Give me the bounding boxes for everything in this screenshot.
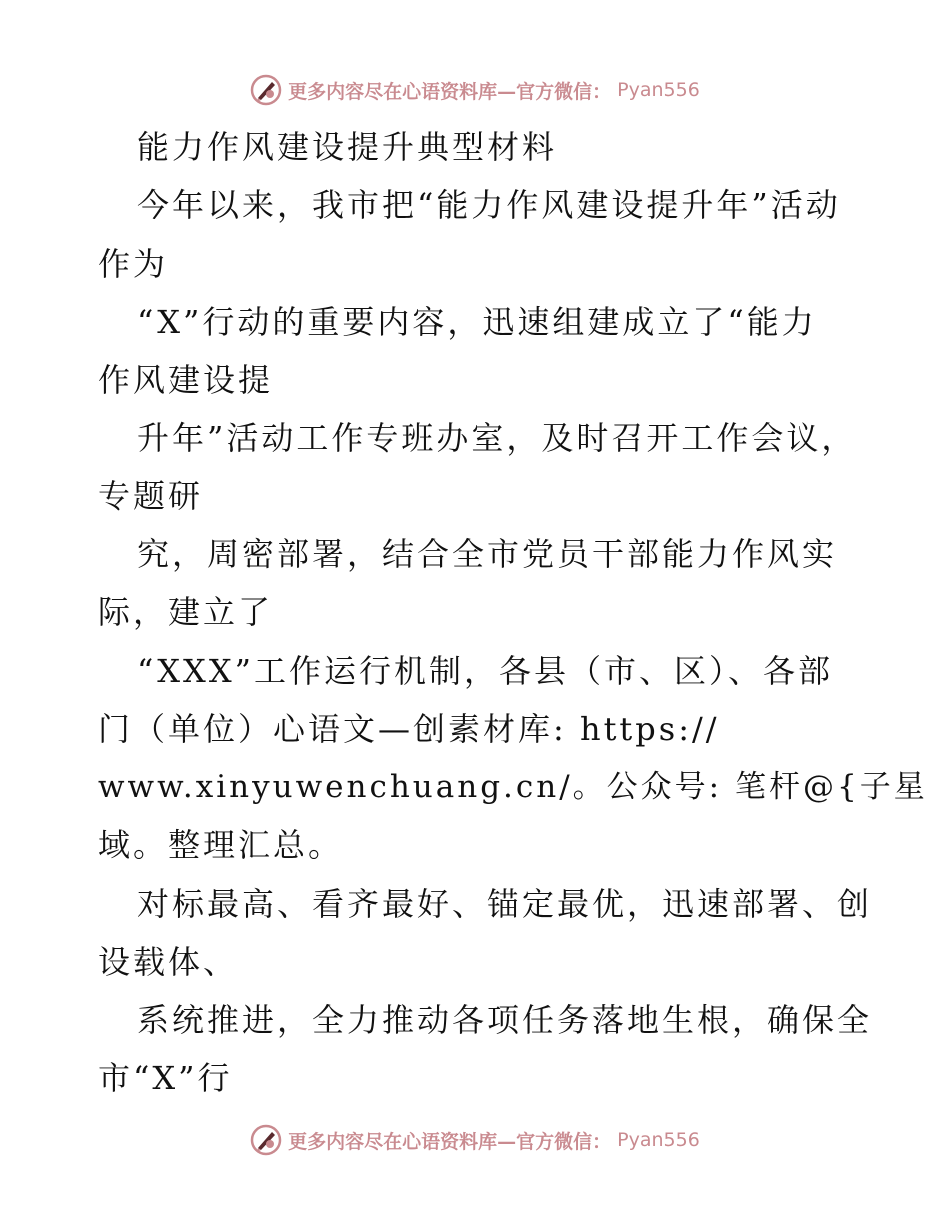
paragraph-line: 对标最高、看齐最好、锚定最优，迅速部署、创 <box>137 885 873 923</box>
paragraph-line: 系统推进，全力推动各项任务落地生根，确保全 <box>137 1001 873 1039</box>
paragraph-line: 域。整理汇总。 <box>98 826 344 864</box>
paragraph-line: 际，建立了 <box>98 593 274 631</box>
paragraph-line: 门（单位）心语文—创素材库: https:// <box>98 710 720 748</box>
watermark-wechat-id: Pyan556 <box>617 79 700 101</box>
paragraph-line: 究，周密部署，结合全市党员干部能力作风实 <box>137 535 838 573</box>
paragraph-line: 升年”活动工作专班办室，及时召开工作会议， <box>137 419 857 457</box>
paragraph-line: 今年以来，我市把“能力作风建设提升年”活动 <box>137 186 841 224</box>
document-title: 能力作风建设提升典型材料 <box>137 128 558 166</box>
paragraph-line: 作风建设提 <box>98 361 274 399</box>
paragraph-line: 作为 <box>98 245 169 283</box>
paragraph-line: 专题研 <box>98 477 204 515</box>
watermark-text: 更多内容尽在心语资料库—官方微信： <box>288 80 612 103</box>
watermark-wechat-id: Pyan556 <box>617 1129 700 1151</box>
paragraph-line: “X”行动的重要内容，迅速组建成立了“能力 <box>137 303 817 341</box>
paragraph-line: 市“X”行 <box>98 1059 233 1097</box>
quill-pen-logo-icon <box>250 1124 282 1156</box>
paragraph-line: www.xinyuwenchuang.cn/。公众号: 笔杆@{子星 <box>98 769 928 805</box>
watermark-banner-bottom <box>0 1120 950 1160</box>
watermark-text: 更多内容尽在心语资料库—官方微信： <box>288 1130 612 1153</box>
paragraph-line: 设载体、 <box>98 943 239 981</box>
paragraph-line: “XXX”工作运行机制，各县（市、区）、各部 <box>137 652 833 690</box>
